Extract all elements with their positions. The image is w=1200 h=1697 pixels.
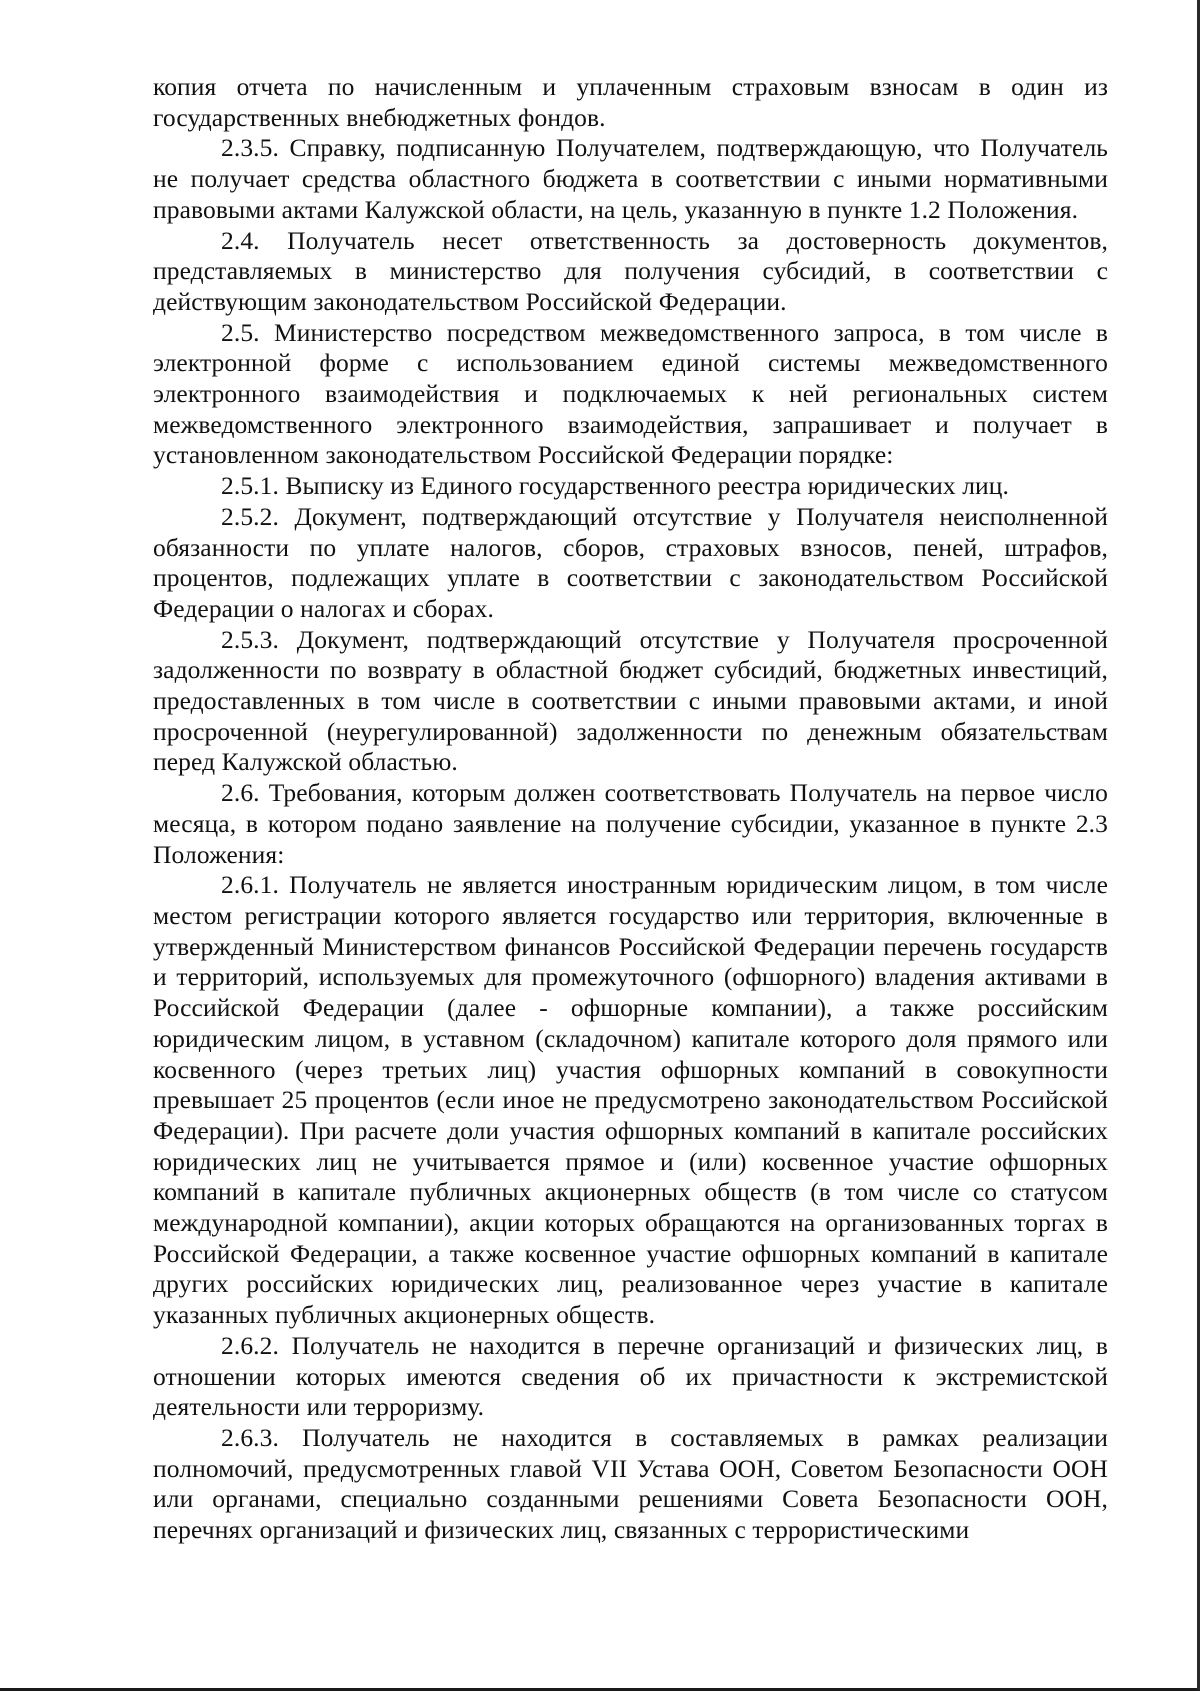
paragraph-2-6: 2.6. Требования, которым должен соответствовать Получатель на первое число месяца, в котором подано заявление на получение субсидии, указанное в пункте 2.3 Положения: — [153, 778, 1108, 869]
paragraph-2-3-5: 2.3.5. Справку, подписанную Получателем, подтверждающую, что Получатель не получает средства областного бюджета в соответствии с иными нормативными правовыми актами Калужской области, на цель, указанную в пункте 1.2 Положения. — [153, 133, 1108, 224]
paragraph-2-5-2: 2.5.2. Документ, подтверждающий отсутствие у Получателя неисполненной обязанности по уплате налогов, сборов, страховых взносов, пеней, штрафов, процентов, подлежащих уплате в соответствии с законодательством Российской Федерации о налогах и сборах. — [153, 501, 1108, 623]
page-bottom-border — [0, 1688, 1200, 1691]
paragraph-2-5-1: 2.5.1. Выписку из Единого государственного реестра юридических лиц. — [221, 471, 1009, 501]
paragraph-2-6-3: 2.6.3. Получатель не находится в составляемых в рамках реализации полномочий, предусмотренных главой VII Устава ООН, Советом Безопасности ООН или органами, специально созданными решениями Совета Безопасности ООН, перечнях организаций и физических лиц, связанных с террористическими — [153, 1422, 1108, 1545]
paragraph-2-6-2: 2.6.2. Получатель не находится в перечне организаций и физических лиц, в отношении которых имеются сведения об их причастности к экстремистской деятельности или терроризму. — [153, 1330, 1108, 1422]
paragraph-2-5: 2.5. Министерство посредством межведомственного запроса, в том числе в электронной форме с использованием единой системы межведомственного электронного взаимодействия и подключаемых к ней региональных систем межведомственного электронного взаимодействия, запрашивает и получает в установленном законодательством Российской Федерации порядке: — [153, 317, 1108, 470]
paragraph-continuation: копия отчета по начисленным и уплаченным страховым взносам в один из государственных внебюджетных фондов. — [153, 72, 1108, 132]
paragraph-2-5-3: 2.5.3. Документ, подтверждающий отсутствие у Получателя просроченной задолженности по возврату в областной бюджет субсидий, бюджетных инвестиций, предоставленных в том числе в соответствии с иными правовыми актами, и иной просроченной (неурегулированной) задолженности по денежным обязательствам перед Калужской областью. — [153, 624, 1108, 777]
paragraph-2-4: 2.4. Получатель несет ответственность за достоверность документов, представляемых в министерство для получения субсидий, в соответствии с действующим законодательством Российской Федерации. — [153, 225, 1108, 316]
document-page — [153, 72, 1108, 1546]
paragraph-2-6-1: 2.6.1. Получатель не является иностранным юридическим лицом, в том числе местом регистрации которого является государство или территория, включенные в утвержденный Министерством финансов Российской Федерации перечень государств и территорий, используемых для промежуточного (офшорного) владения активами в Российской Федерации (далее - офшорные компании), а также российским юридическим лицом, в уставном (складочном) капитале которого доля прямого или косвенного (через третьих лиц) участия офшорных компаний в совокупности превышает 25 процентов (если иное не предусмотрено законодательством Российской Федерации). При расчете доли участия офшорных компаний в капитале российских юридических лиц не учитывается прямое и (или) косвенное участие офшорных компаний в капитале публичных акционерных обществ (в том числе со статусом международной компании), акции которых обращаются на организованных торгах в Российской Федерации, а также косвенное участие офшорных компаний в капитале других российских юридических лиц, реализованное через участие в капитале указанных публичных акционерных обществ. — [153, 870, 1108, 1330]
